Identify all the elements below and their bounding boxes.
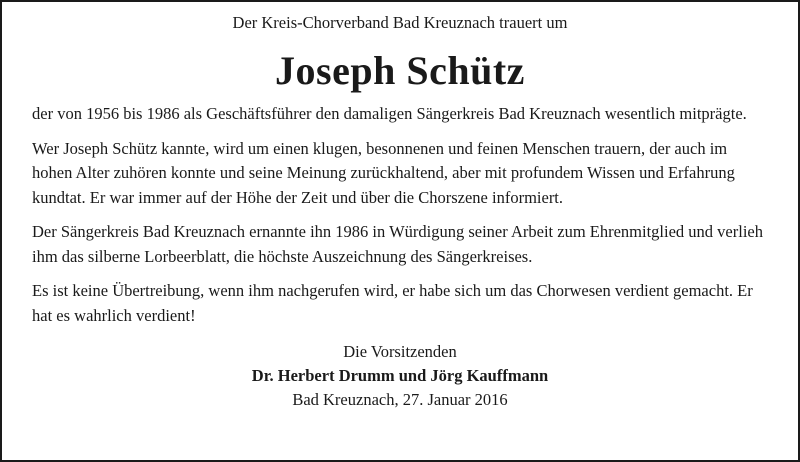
notice-intro: Der Kreis-Chorverband Bad Kreuznach trauert um [232,13,568,32]
signature-place-date: Bad Kreuznach, 27. Januar 2016 [292,390,508,409]
paragraph-tribute: Es ist keine Übertreibung, wenn ihm nachgerufen wird, er habe sich um das Chorwesen verdient gemacht. Er hat es wahrlich verdient! [32,281,753,325]
signature-names: Dr. Herbert Drumm und Jörg Kauffmann [251,366,549,385]
paragraph-character: Wer Joseph Schütz kannte, wird um einen klugen, besonnenen und feinen Menschen trauern, der auch im hohen Alter zuhören konnte und seine Meinung zurückhaltend, aber mit profundem Wissen und Erfahrung kundtat. Er war immer auf der Höhe der Zeit und über die Chorszene informiert. [32,138,735,207]
signature-role: Die Vorsitzenden [343,342,457,361]
paragraph-honors: Der Sängerkreis Bad Kreuznach ernannte ihn 1986 in Würdigung seiner Arbeit zum Ehrenmitglied und verlieh ihm das silberne Lorbeerblatt, die höchste Auszeichnung des Sängerkreises. [32,222,763,266]
deceased-name: Joseph Schütz [275,48,525,93]
paragraph-tenure: der von 1956 bis 1986 als Geschäftsführer den damaligen Sängerkreis Bad Kreuznach wesentlich mitprägte. [32,104,747,123]
notice-body [32,102,768,328]
signature-block [32,340,768,412]
